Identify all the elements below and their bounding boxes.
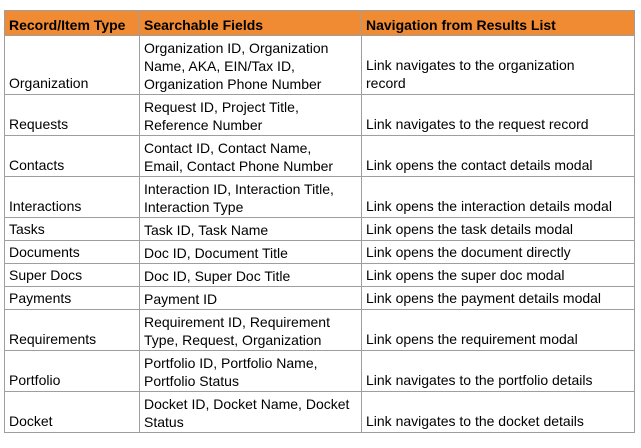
table-row [5, 264, 635, 287]
cell-record-type: Portfolio [5, 351, 140, 392]
field-line: Payment ID [144, 291, 218, 307]
field-line: Interaction Type [144, 199, 244, 215]
table-row [5, 351, 635, 392]
cell-navigation [362, 36, 635, 95]
cell-record-type: Contacts [5, 136, 140, 177]
field-line: Contact ID, Contact Name, [144, 140, 312, 156]
navigation-line: Link navigates to the docket details [366, 413, 584, 429]
cell-navigation [362, 177, 635, 218]
field-line: Portfolio Status [144, 373, 239, 389]
field-line: Task ID, Task Name [144, 222, 269, 238]
cell-record-type: Tasks [5, 218, 140, 241]
navigation-line: Link navigates to the request record [366, 116, 589, 132]
field-line: Name, AKA, EIN/Tax ID, [144, 58, 295, 74]
navigation-line: Link opens the super doc modal [366, 267, 565, 283]
table-row [5, 95, 635, 136]
navigation-line: Link opens the document directly [366, 244, 571, 260]
navigation-line: Link opens the interaction details modal [366, 198, 612, 214]
cell-searchable-fields [140, 241, 362, 264]
cell-record-type: Super Docs [5, 264, 140, 287]
cell-searchable-fields [140, 218, 362, 241]
navigation-line: Link opens the requirement modal [366, 331, 578, 347]
cell-searchable-fields [140, 95, 362, 136]
navigation-line: record [366, 75, 406, 91]
cell-searchable-fields [140, 310, 362, 351]
table-header-row [5, 11, 635, 36]
header-navigation: Navigation from Results List [362, 11, 635, 36]
cell-searchable-fields [140, 36, 362, 95]
cell-navigation [362, 218, 635, 241]
cell-navigation [362, 241, 635, 264]
field-line: Interaction ID, Interaction Title, [144, 181, 334, 197]
field-line: Reference Number [144, 117, 263, 133]
cell-searchable-fields [140, 136, 362, 177]
cell-navigation [362, 136, 635, 177]
navigation-line: Link navigates to the organization [366, 57, 575, 73]
cell-record-type: Requests [5, 95, 140, 136]
table-row [5, 177, 635, 218]
cell-searchable-fields [140, 264, 362, 287]
cell-navigation [362, 392, 635, 433]
table-row [5, 392, 635, 433]
field-line: Email, Contact Phone Number [144, 158, 334, 174]
cell-navigation [362, 287, 635, 310]
cell-searchable-fields [140, 177, 362, 218]
navigation-line: Link opens the contact details modal [366, 157, 593, 173]
cell-record-type: Documents [5, 241, 140, 264]
cell-navigation [362, 351, 635, 392]
field-line: Doc ID, Super Doc Title [144, 268, 291, 284]
cell-record-type: Payments [5, 287, 140, 310]
navigation-line: Link opens the payment details modal [366, 290, 602, 306]
field-line: Status [144, 414, 184, 430]
table-row [5, 310, 635, 351]
field-line: Organization Phone Number [144, 76, 322, 92]
table-row [5, 287, 635, 310]
header-searchable-fields: Searchable Fields [140, 11, 362, 36]
field-line: Docket ID, Docket Name, Docket [144, 396, 350, 412]
table-row [5, 218, 635, 241]
field-line: Type, Request, Organization [144, 332, 322, 348]
cell-record-type: Interactions [5, 177, 140, 218]
table-row [5, 36, 635, 95]
cell-record-type: Docket [5, 392, 140, 433]
table-row [5, 136, 635, 177]
cell-record-type: Organization [5, 36, 140, 95]
field-line: Doc ID, Document Title [144, 245, 288, 261]
field-line: Requirement ID, Requirement [144, 314, 330, 330]
cell-searchable-fields [140, 351, 362, 392]
cell-record-type: Requirements [5, 310, 140, 351]
table-row [5, 241, 635, 264]
field-line: Request ID, Project Title, [144, 99, 299, 115]
cell-navigation [362, 310, 635, 351]
field-line: Organization ID, Organization [144, 40, 329, 56]
cell-searchable-fields [140, 392, 362, 433]
cell-navigation [362, 264, 635, 287]
cell-navigation [362, 95, 635, 136]
navigation-line: Link navigates to the portfolio details [366, 372, 593, 388]
search-results-table [4, 10, 635, 433]
navigation-line: Link opens the task details modal [366, 221, 574, 237]
cell-searchable-fields [140, 287, 362, 310]
header-record-item-type: Record/Item Type [5, 11, 140, 36]
field-line: Portfolio ID, Portfolio Name, [144, 355, 318, 371]
